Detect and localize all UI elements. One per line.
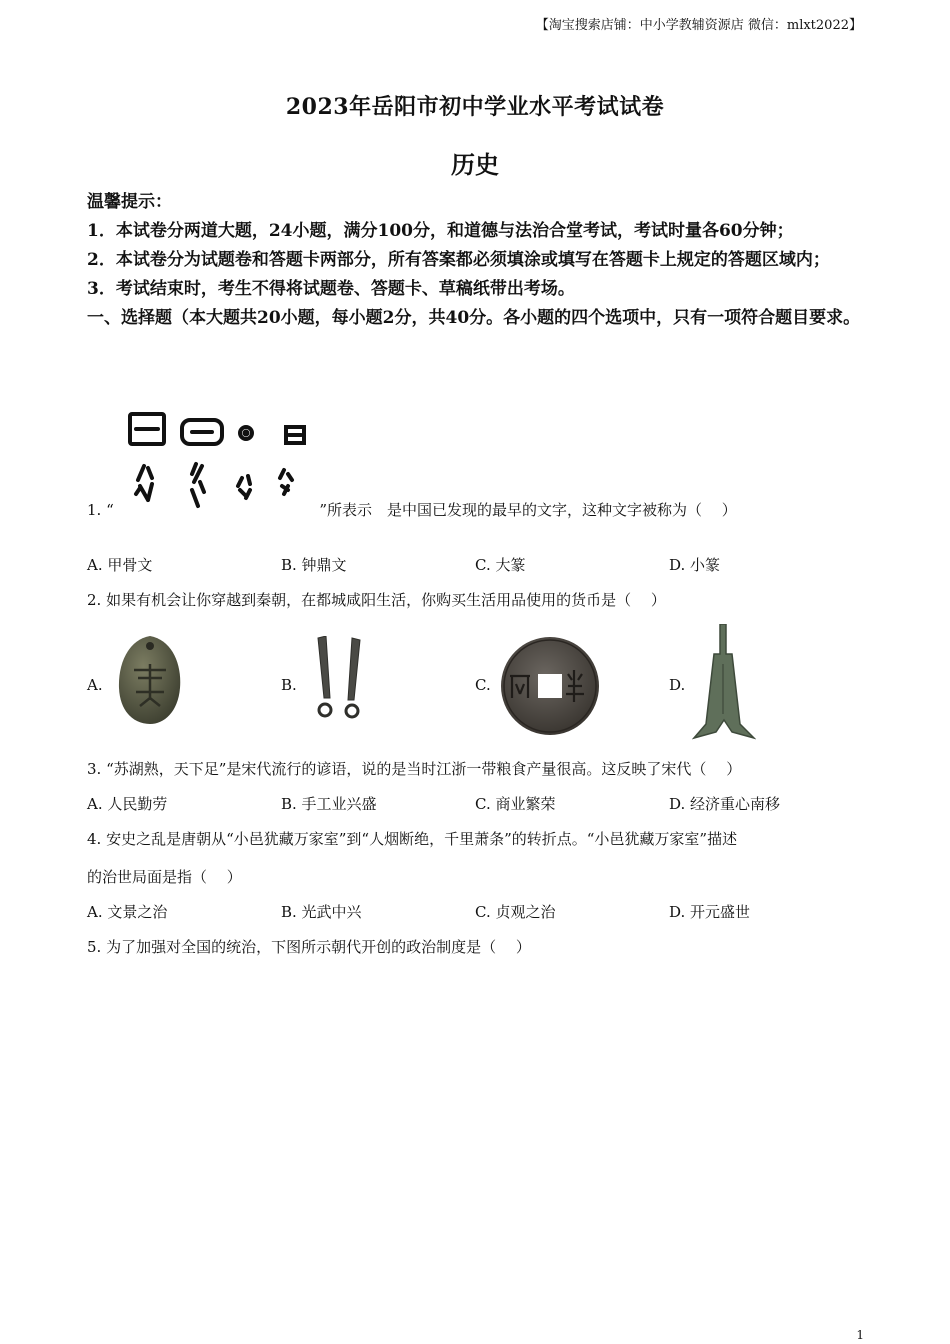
q2-option-c[interactable]: C. (475, 676, 491, 694)
q1-option-d[interactable]: D. 小篆 (669, 556, 721, 574)
question-5: 5. 为了加强对全国的统治，下图所示朝代开创的政治制度是（ ） (87, 938, 531, 956)
spade-coin-image (692, 624, 756, 744)
q3-option-b[interactable]: B. 手工业兴盛 (281, 795, 377, 813)
question-1-text: ”所表示 是中国已发现的最早的文字，这种文字被称为（ ） (319, 501, 737, 519)
banliang-round-coin-image (498, 636, 602, 740)
q1-option-a[interactable]: A. 甲骨文 (87, 556, 153, 574)
subject-title: 历史 (451, 150, 499, 179)
q1-option-b[interactable]: B. 钟鼎文 (281, 556, 347, 574)
q2-option-d[interactable]: D. (669, 676, 686, 694)
q4-option-b[interactable]: B. 光武中兴 (281, 903, 362, 921)
q1-option-c[interactable]: C. 大篆 (475, 556, 526, 574)
note-item: 1．本试卷分两道大题，24小题，满分100分，和道德与法治合堂考试，考试时量各60分钟； (87, 221, 794, 241)
question-1 (87, 500, 867, 520)
question-3: 3. “苏湖熟，天下足”是宋代流行的谚语，说的是当时江浙一带粮食产量很高。这反映了宋代（ ） (87, 760, 742, 778)
question-number: 1. (87, 501, 102, 519)
q2-option-b[interactable]: B. (281, 676, 297, 694)
notes-block (87, 188, 867, 333)
note-item: 3．考试结束时，考生不得将试题卷、答题卡、草稿纸带出考场。 (87, 279, 575, 299)
q3-option-a[interactable]: A. 人民勤劳 (87, 795, 168, 813)
q4-option-d[interactable]: D. 开元盛世 (669, 903, 751, 921)
section-heading: 一、选择题（本大题共20小题，每小题2分，共40分。各小题的四个选项中，只有一项符合题目要求。 (87, 308, 861, 328)
page-number: 1 (856, 1328, 864, 1342)
q3-option-c[interactable]: C. 商业繁荣 (475, 795, 556, 813)
q2-option-a[interactable]: A. (87, 676, 103, 694)
question-4-line-1: 4. 安史之乱是唐朝从“小邑犹藏万家室”到“人烟断绝，千里萧条”的转折点。“小邑犹藏万家室”描述 (87, 830, 738, 848)
knife-coin-image (312, 636, 364, 724)
notes-heading: 温馨提示： (87, 192, 172, 212)
note-item: 2．本试卷分为试题卷和答题卡两部分，所有答案都必须填涂或填写在答题卡上规定的答题区域内； (87, 250, 830, 270)
header-note: 【淘宝搜索店铺：中小学教辅资源店 微信：mlxt2022】 (535, 18, 862, 33)
q3-option-d[interactable]: D. 经济重心南移 (669, 795, 781, 813)
exam-title: 2023年岳阳市初中学业水平考试试卷 (285, 94, 665, 120)
q4-option-a[interactable]: A. 文景之治 (87, 903, 168, 921)
question-1-prefix: “ (106, 501, 114, 519)
question-4-line-2: 的治世局面是指（ ） (87, 868, 242, 886)
question-2: 2. 如果有机会让你穿越到秦朝，在都城咸阳生活，你购买生活用品使用的货币是（ ） (87, 591, 666, 609)
shell-coin-image (114, 634, 186, 730)
q4-option-c[interactable]: C. 贞观之治 (475, 903, 556, 921)
